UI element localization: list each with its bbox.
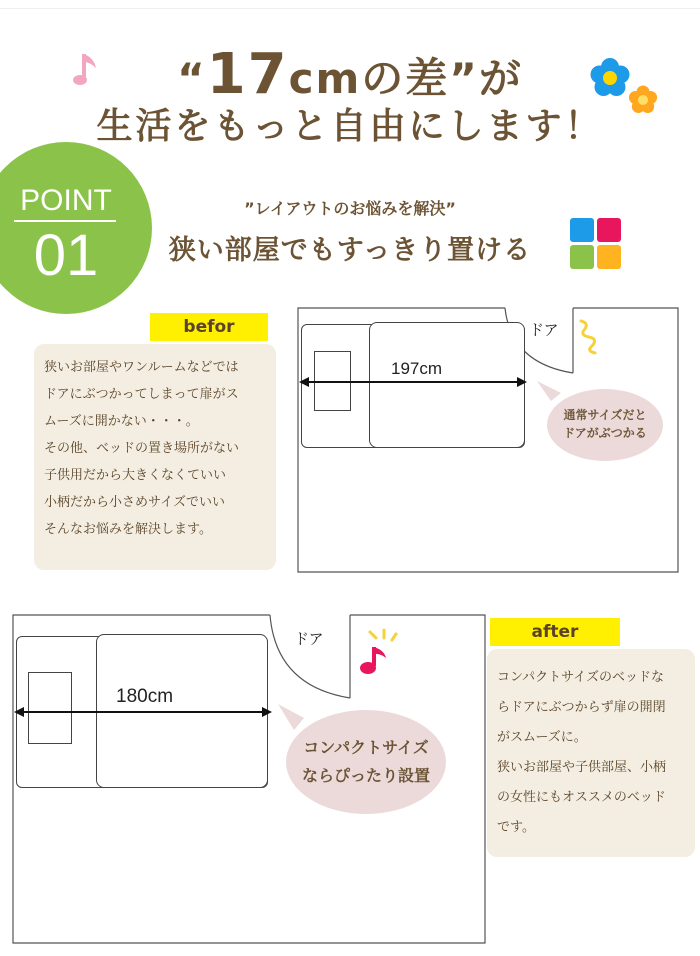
music-note-icon <box>356 644 388 676</box>
after-line: コンパクトサイズのベッドな <box>497 670 665 685</box>
top-divider <box>0 8 700 9</box>
after-bubble-tail <box>274 702 308 732</box>
after-dimension-label: 180cm <box>116 686 174 707</box>
squiggle-icon <box>575 317 605 355</box>
flower-icon <box>586 56 666 122</box>
headline-open-quote: “ <box>177 54 207 103</box>
headline-unit: cm <box>288 54 362 103</box>
after-door-label: ドア <box>294 630 324 648</box>
after-line: らドアにぶつからず扉の開閉 <box>497 700 666 715</box>
color-squares-icon <box>570 218 622 270</box>
headline-line2: 生活をもっと自由にします！ <box>96 106 604 147</box>
after-bubble-line: ならぴったり設置 <box>301 766 430 785</box>
after-bubble-line: コンパクトサイズ <box>303 738 429 757</box>
after-text-box <box>487 649 695 857</box>
before-line: 狭いお部屋やワンルームなどでは <box>44 360 239 375</box>
before-bubble-line: 通常サイズだと <box>563 408 647 422</box>
after-line: がスムーズに。 <box>497 730 587 745</box>
after-line: 狭いお部屋や子供部屋、小柄 <box>497 760 667 775</box>
headline-rest: の差” <box>361 54 479 103</box>
after-line: です。 <box>497 820 535 835</box>
after-line: の女性にもオススメのベッド <box>497 790 666 805</box>
point-subtitle: ”レイアウトのお悩みを解決” <box>244 199 456 218</box>
before-line: ムーズに開かない・・・。 <box>44 414 199 429</box>
before-bubble-line: ドアがぶつかる <box>563 426 647 440</box>
before-line: その他、ベッドの置き場所がない <box>44 441 240 456</box>
before-door-label: ドア <box>529 321 559 339</box>
before-tag: befor <box>150 313 268 341</box>
before-line: ドアにぶつかってしまって扉がス <box>44 387 239 402</box>
headline-end: が <box>478 54 523 103</box>
point-label: POINT <box>20 184 112 217</box>
before-text-box <box>34 344 276 570</box>
before-line: 小柄だから小さめサイズでいい <box>44 495 225 510</box>
after-floor-plan <box>12 614 486 944</box>
before-dimension-label: 197cm <box>391 359 443 378</box>
before-line: そんなお悩みを解決します。 <box>44 522 212 537</box>
music-note-icon <box>72 50 100 90</box>
before-line: 子供用だから大きくなくていい <box>44 468 227 483</box>
before-floor-plan <box>297 307 679 573</box>
headline-number: 17 <box>206 42 289 107</box>
point-title: 狭い部屋でもすっきり置ける <box>168 235 532 266</box>
after-speech-bubble <box>286 710 446 814</box>
point-number: 01 <box>33 223 99 288</box>
before-bubble-tail <box>533 379 563 403</box>
before-speech-bubble <box>547 389 663 461</box>
after-tag: after <box>490 618 620 646</box>
